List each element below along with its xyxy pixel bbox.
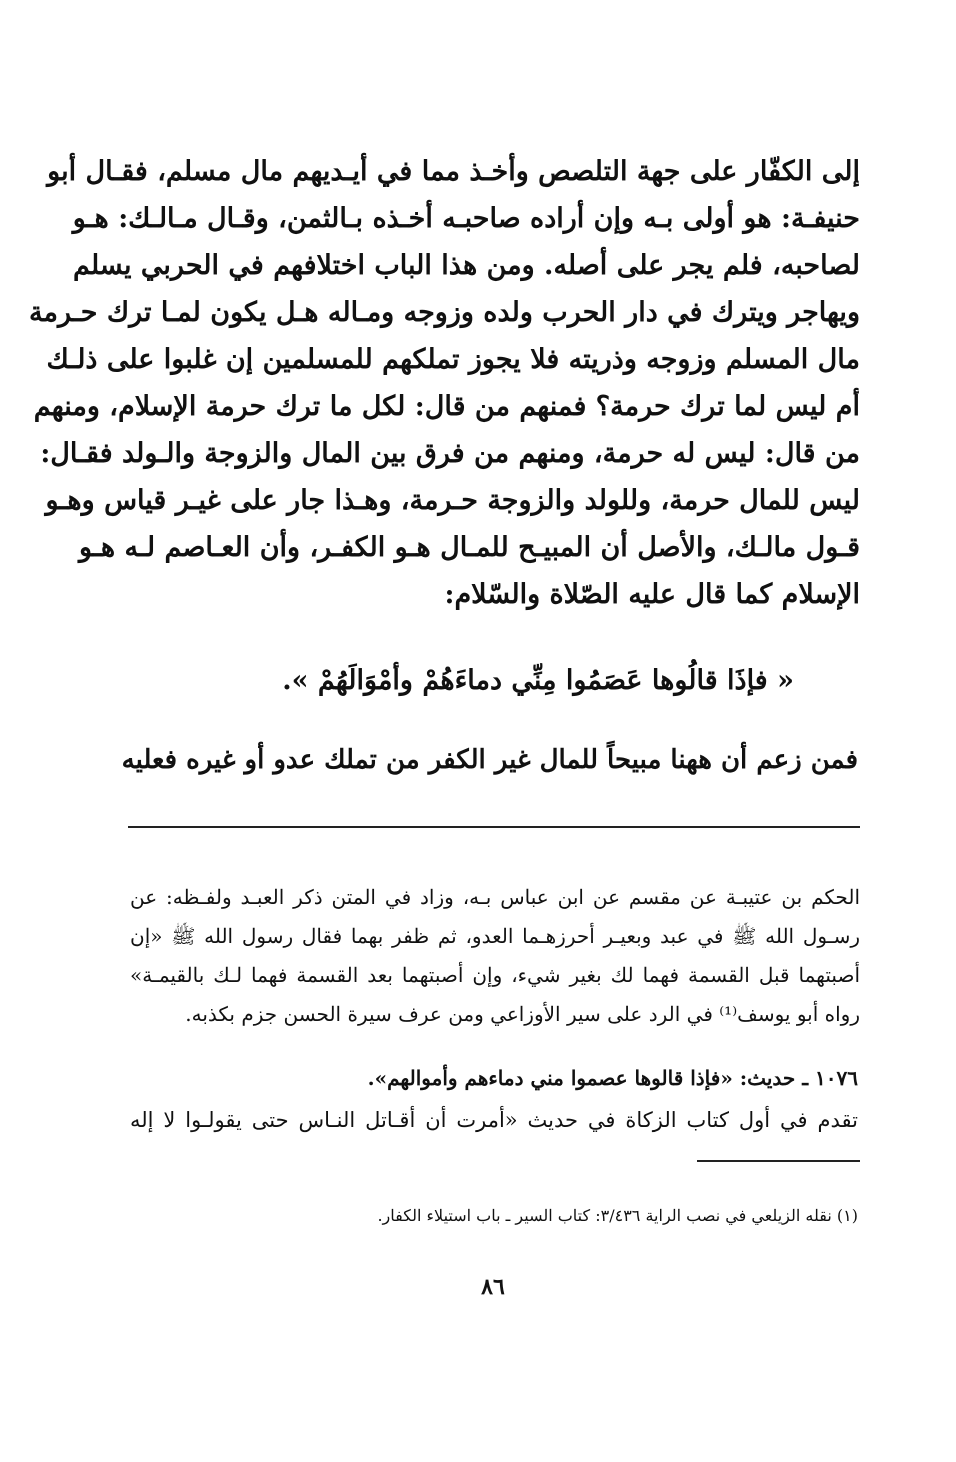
main-separator-rule (128, 826, 860, 828)
main-text-line: من قال: ليس له حرمة، ومنهم من فرق بين المال والزوجة والـولد فقـال: (40, 438, 860, 469)
continuation-line: فمن زعم أن ههنا مبيحاً للمال غير الكفر من تملك عدو أو غيره فعليه (121, 745, 858, 775)
note-continuation-line: تقدم في أول كتاب الزكاة في حديث «أمرت أن أقـاتل النـاس حتى يقولـوا لا إله (130, 1108, 858, 1132)
hadith-quote: « فإذَا قالُوها عَصَمُوا مِنِّي دماءَهُمْ وأمْوَالَهُمْ ». (282, 665, 794, 696)
main-text-line: مال المسلم وزوجه وذريته فلا يجوز تملكهم للمسلمين إن غلبوا على ذلـك (46, 344, 860, 375)
note-line: الحكم بن عتيبـة عن مقسم عن ابن عباس بـه، وزاد في المتن ذكر العبـد ولفـظه: عن (130, 885, 860, 909)
footnote-separator-rule (697, 1160, 860, 1162)
main-text-line: حنيفـة: هو أولى بـه وإن أراده صاحبـه أخـذه بـالثمن، وقـال مـالـك: هـو (72, 203, 860, 234)
footnote: (١) نقله الزيلعي في نصب الراية ٣/٤٣٦: كتاب السير ـ باب استيلاء الكفار. (377, 1206, 858, 1225)
note-line: رواه أبو يوسف⁽¹⁾ في الرد على سير الأوزاعي ومن عرف سيرة الحسن جزم بكذبه. (185, 1002, 860, 1026)
main-text-line: الإسلام كما قال عليه الصّلاة والسّلام: (444, 579, 860, 610)
main-text-line: ليس للمال حرمة، وللولد والزوجة حـرمة، وهـذا جار على غيـر قياس وهـو (45, 485, 860, 516)
commentary-notes (130, 878, 860, 1034)
main-text-line: ويهاجر ويترك في دار الحرب ولده وزوجه ومـاله هـل يكون لمـا ترك حـرمة (29, 297, 860, 328)
page-number: ٨٦ (481, 1274, 505, 1300)
hadith-number-heading: ١٠٧٦ ـ حديث: «فإذا قالوها عصموا مني دماءهم وأموالهم». (367, 1066, 858, 1090)
note-line: رسـول الله ﷺ في عبد وبعيـر أحرزهـما العدو، ثم ظفر بهما فقال رسول الله ﷺ «إن (130, 924, 860, 948)
note-line: أصبتهما قبل القسمة فهما لك بغير شيء، وإن أصبتهما بعد القسمة فهما لـك بالقيمـة» (130, 963, 860, 987)
main-text-line: لصاحبه، فلم يجر على أصله. ومن هذا الباب اختلافهم في الحربي يسلم (73, 250, 860, 281)
main-text-line: أم ليس لما ترك حرمة؟ فمنهم من قال: لكل ما ترك حرمة الإسلام، ومنهم (33, 391, 860, 422)
main-text (29, 148, 860, 618)
main-text-line: إلى الكفّار على جهة التلصص وأخـذ مما في أيـديهم مال مسلم، فقـال أبو (47, 156, 860, 187)
main-text-line: قـول مالـك، والأصل أن المبيـح للمـال هـو الكفـر، وأن العـاصم لـه هـو (79, 532, 860, 563)
